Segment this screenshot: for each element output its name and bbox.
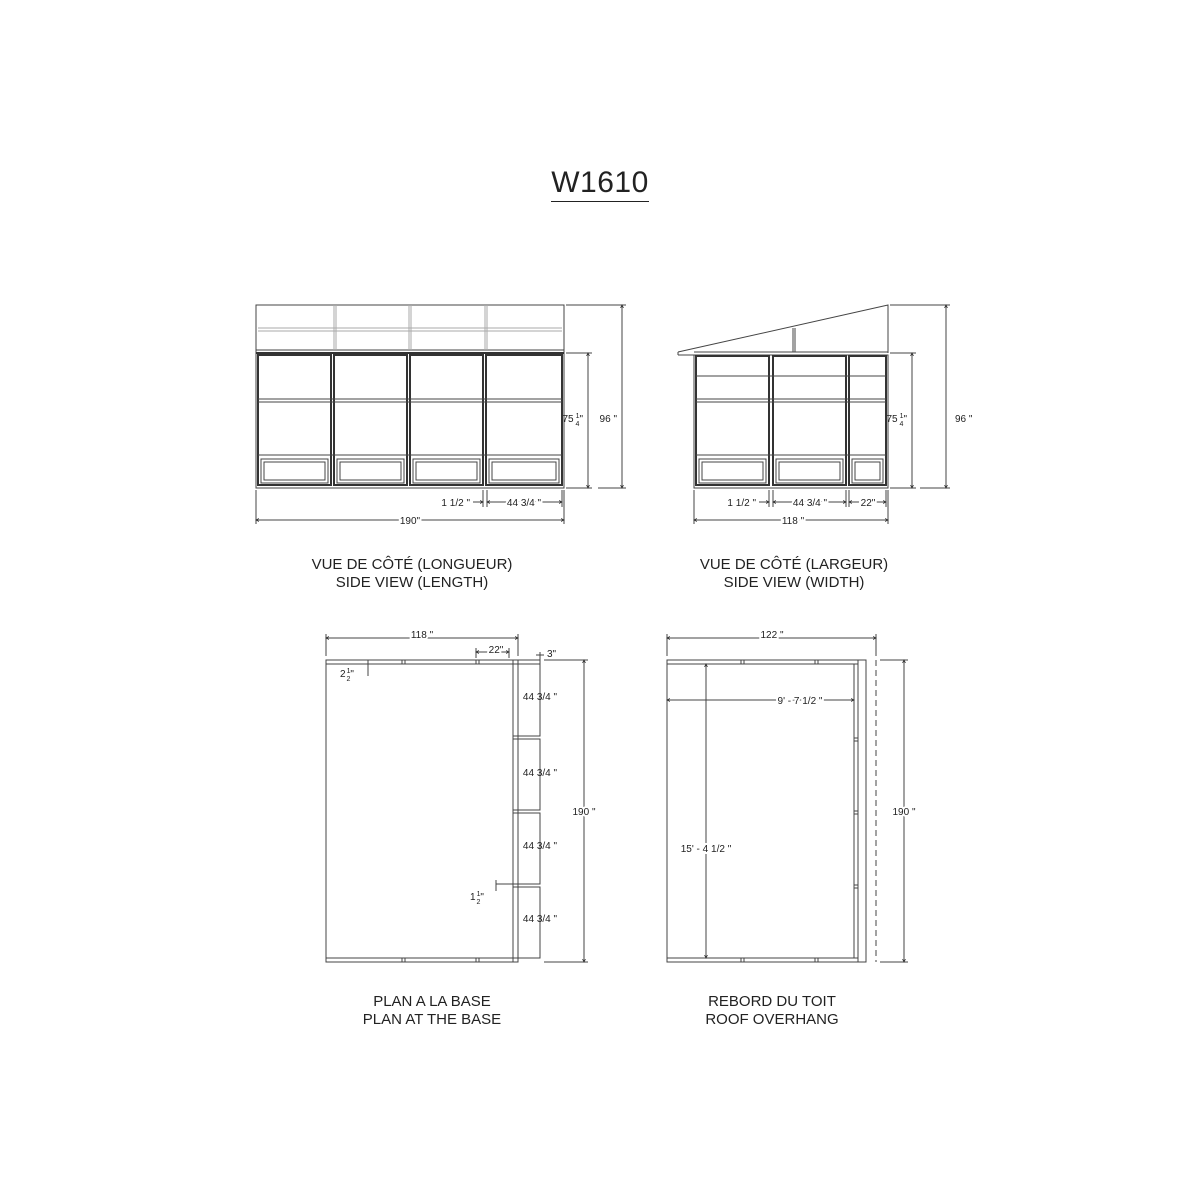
length-wall-height-dim: 75 $^1$ 4": [562, 413, 583, 428]
base-width-dim: 118 ": [410, 630, 434, 641]
width-panel-dim: 44 3/4 ": [792, 498, 828, 509]
base-panel-2-dim: 44 3/4 ": [522, 768, 558, 779]
caption-side-length-en: SIDE VIEW (LENGTH): [335, 574, 489, 591]
base-panel-1-dim: 44 3/4 ": [522, 692, 558, 703]
caption-side-width-en: SIDE VIEW (WIDTH): [723, 574, 865, 591]
width-roof: [678, 305, 888, 355]
length-post-dim: 1 1/2 ": [441, 498, 470, 509]
length-panel-dim: 44 3/4 ": [506, 498, 542, 509]
base-panel-4-dim: 44 3/4 ": [522, 914, 558, 925]
caption-roof-overhang-en: ROOF OVERHANG: [705, 1011, 839, 1028]
width-small-panel-dim: 22": [860, 498, 876, 509]
base-post-dim: $1^1$ 2": [470, 891, 484, 906]
roof-width-dim: 122 ": [760, 630, 784, 641]
base-top-wall: [326, 660, 518, 664]
caption-side-width: [614, 556, 974, 592]
caption-roof-overhang: [592, 993, 952, 1029]
plan-at-base: [326, 630, 596, 962]
width-wall-height-dim: 75 $^1$ 4": [886, 413, 907, 428]
width-dimensions: [694, 305, 973, 527]
drawing-title: W1610: [0, 166, 1200, 200]
width-frame-outline: [694, 355, 888, 488]
base-floor-outline: [326, 660, 518, 962]
roof-outline: [667, 660, 866, 962]
base-depth-dim: 3": [547, 649, 557, 660]
length-transom: [256, 305, 564, 350]
caption-roof-overhang-fr: REBORD DU TOIT: [708, 993, 836, 1010]
base-bottom-wall: [326, 958, 518, 962]
roof-dimensions: [667, 630, 916, 962]
roof-length-dim: 190 ": [892, 807, 916, 818]
length-dimensions: [256, 305, 626, 527]
width-panels: [696, 356, 886, 485]
caption-side-width-fr: VUE DE CÔTÉ (LARGEUR): [699, 556, 889, 573]
base-length-dim: 190 ": [572, 807, 596, 818]
width-post-dim: 1 1/2 ": [727, 498, 756, 509]
base-small-panel-dim: 22": [488, 645, 504, 656]
caption-plan-base-fr: PLAN A LA BASE: [373, 993, 491, 1010]
base-dimensions: [326, 630, 596, 962]
roof-inner-length-dim: 15' - 4 1/2 ": [680, 844, 732, 855]
caption-side-length-fr: VUE DE CÔTÉ (LONGUEUR): [311, 556, 513, 573]
caption-side-length: [232, 556, 592, 592]
caption-plan-base-en: PLAN AT THE BASE: [362, 1011, 502, 1028]
side-view-length: [256, 305, 626, 527]
side-view-width: [678, 305, 973, 527]
width-height-dim: 96 ": [955, 414, 973, 425]
base-panel-3-dim: 44 3/4 ": [522, 841, 558, 852]
roof-overhang: [667, 630, 916, 962]
length-overall-dim: 190": [399, 516, 421, 527]
length-height-dim: 96 ": [599, 414, 617, 425]
caption-plan-base: [252, 993, 612, 1029]
roof-walls: [667, 660, 876, 962]
roof-inner-width-dim: 9' - 7 1/2 ": [777, 696, 823, 707]
base-corner-dim: $2^1$ 2": [340, 668, 354, 683]
length-panels: [258, 355, 562, 485]
width-overall-dim: 118 ": [781, 516, 805, 527]
